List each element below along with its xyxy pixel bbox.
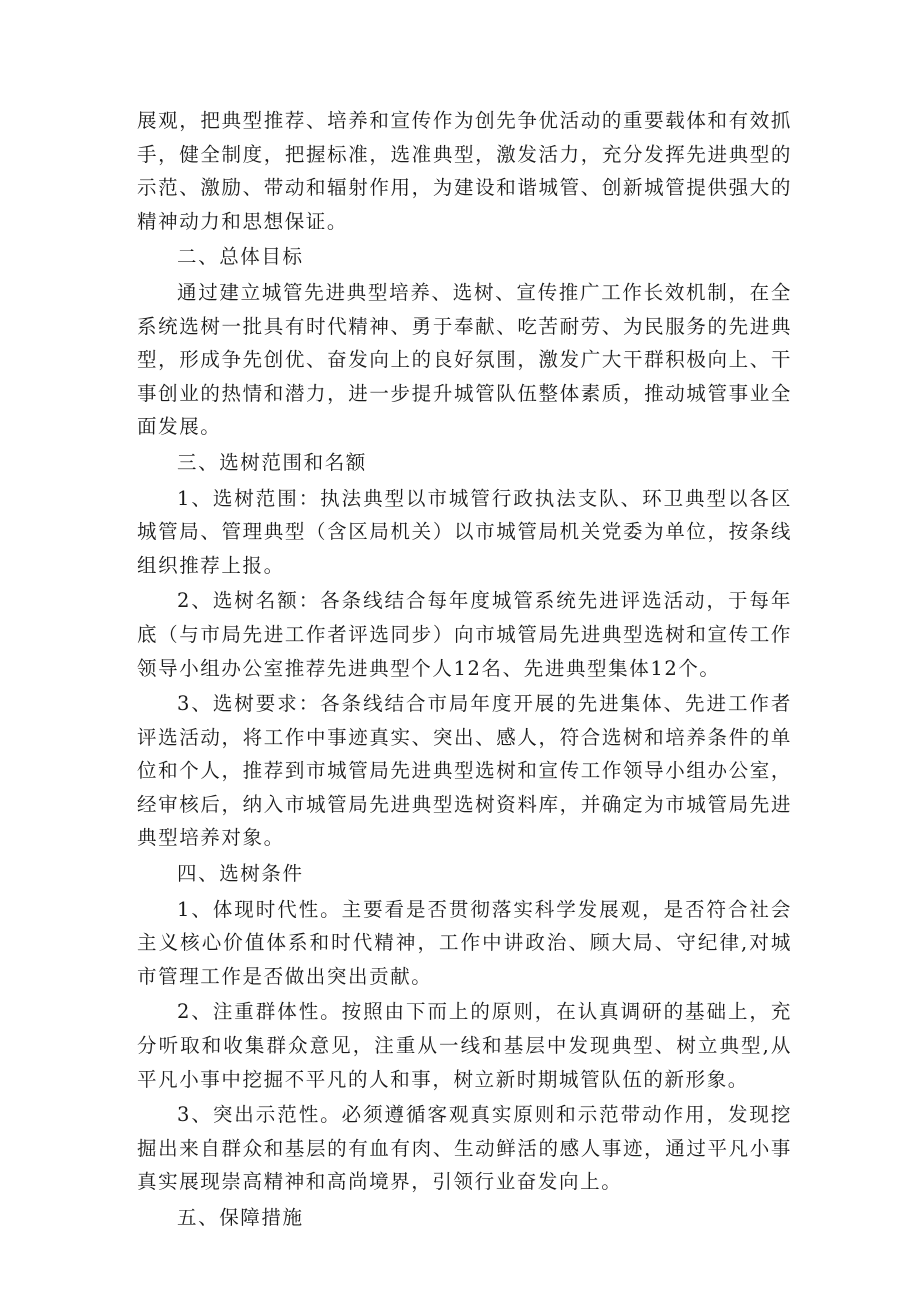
- section-heading-3: 三、选树范围和名额: [177, 450, 367, 474]
- section-heading-5: 五、保障措施: [177, 1206, 304, 1229]
- document-page: [137, 104, 792, 1235]
- paragraph-condition-3: 3、突出示范性。必须遵循客观真实原则和示范带动作用，发现挖掘出来自群众和基层的有血有肉、生动鲜活的感人事迹，通过平凡小事真实展现崇高精神和高尚境界，引领行业奋发向上。: [137, 1103, 792, 1194]
- paragraph-intro-continued: 展观，把典型推荐、培养和宣传作为创先争优活动的重要载体和有效抓手，健全制度，把握标准，选准典型，激发活力，充分发挥先进典型的示范、激励、带动和辐射作用，为建设和谐城管、创新城管提供强大的精神动力和思想保证。: [137, 109, 792, 233]
- section-heading-2: 二、总体目标: [177, 245, 304, 269]
- section-heading-4: 四、选树条件: [177, 862, 304, 886]
- paragraph-selection-scope: 1、选树范围：执法典型以市城管行政执法支队、环卫典型以各区城管局、管理典型（含区局机关）以市城管局机关党委为单位，按条线组织推荐上报。: [137, 486, 792, 577]
- paragraph-condition-2: 2、注重群体性。按照由下而上的原则，在认真调研的基础上，充分听取和收集群众意见，注重从一线和基层中发现典型、树立典型,从平凡小事中挖掘不平凡的人和事，树立新时期城管队伍的新形象。: [137, 1000, 792, 1091]
- paragraph-condition-1: 1、体现时代性。主要看是否贯彻落实科学发展观，是否符合社会主义核心价值体系和时代精神，工作中讲政治、顾大局、守纪律,对城市管理工作是否做出突出贡献。: [137, 897, 792, 988]
- paragraph-overall-goal: 通过建立城管先进典型培养、选树、宣传推广工作长效机制，在全系统选树一批具有时代精神、勇于奉献、吃苦耐劳、为民服务的先进典型，形成争先创优、奋发向上的良好氛围，激发广大干群积极向上、干事创业的热情和潜力，进一步提升城管队伍整体素质，推动城管事业全面发展。: [137, 280, 792, 439]
- paragraph-selection-quota: 2、选树名额：各条线结合每年度城管系统先进评选活动，于每年底（与市局先进工作者评选同步）向市城管局先进典型选树和宣传工作领导小组办公室推荐先进典型个人12名、先进典型集体12个。: [137, 589, 792, 680]
- paragraph-selection-requirements: 3、选树要求：各条线结合市局年度开展的先进集体、先进工作者评选活动，将工作中事迹真实、突出、感人，符合选树和培养条件的单位和个人，推荐到市城管局先进典型选树和宣传工作领导小组办公室，经审核后，纳入市城管局先进典型选树资料库，并确定为市城管局先进典型培养对象。: [137, 692, 792, 850]
